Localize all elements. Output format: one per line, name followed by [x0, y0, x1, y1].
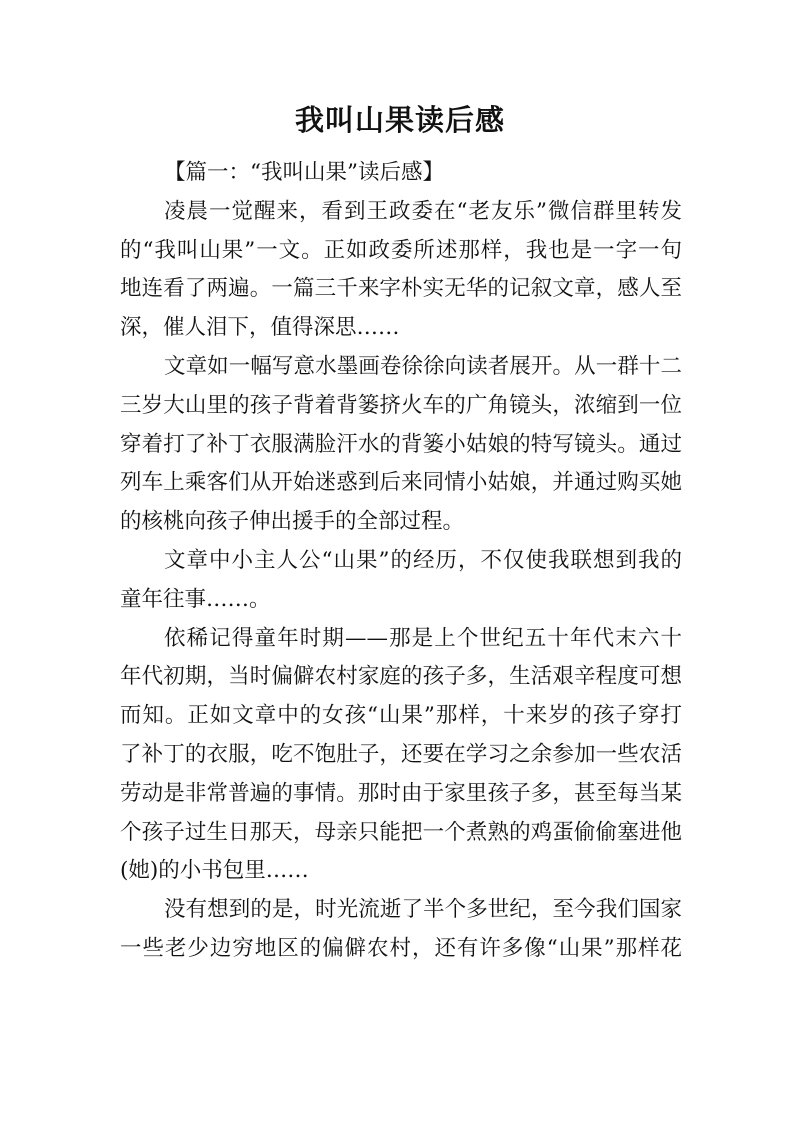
- text-line: 深，催人泪下，值得深思……: [120, 315, 400, 341]
- text-line: 个孩子过生日那天，母亲只能把一个煮熟的鸡蛋偷偷塞进他: [120, 819, 682, 845]
- text-line: 而知。正如文章中的女孩“山果”那样，十来岁的孩子穿打: [120, 703, 682, 729]
- paragraph-3: [120, 542, 682, 620]
- text-line: 的核桃向孩子伸出援手的全部过程。: [120, 509, 465, 535]
- text-line: 文章如一幅写意水墨画卷徐徐向读者展开。从一群十二: [164, 353, 682, 379]
- text-line: (她)的小书包里……: [120, 858, 309, 884]
- text-line: 劳动是非常普遍的事情。那时由于家里孩子多，甚至每当某: [120, 780, 682, 806]
- paragraph-1: [120, 193, 682, 348]
- text-line: 穿着打了补丁衣服满脸汗水的背篓小姑娘的特写镜头。通过: [120, 431, 682, 457]
- text-line: 文章中小主人公“山果”的经历，不仅使我联想到我的: [164, 547, 682, 573]
- text-line: 依稀记得童年时期——那是上个世纪五十年代末六十: [164, 625, 682, 651]
- text-line: 童年往事……。: [120, 586, 271, 612]
- text-line: 列车上乘客们从开始迷惑到后来同情小姑娘，并通过购买她: [120, 470, 682, 496]
- paragraph-2: [120, 348, 682, 542]
- text-line: 年代初期，当时偏僻农村家庭的孩子多，生活艰辛程度可想: [120, 664, 682, 690]
- paragraph-5: [120, 891, 682, 969]
- section-heading: 【篇一：“我叫山果”读后感】: [164, 160, 444, 185]
- paragraph-4: [120, 620, 682, 892]
- text-line: 凌晨一觉醒来，看到王政委在“老友乐”微信群里转发: [164, 198, 682, 224]
- text-line: 的“我叫山果”一文。正如政委所述那样，我也是一字一句: [120, 237, 682, 263]
- document-body: [120, 154, 682, 969]
- document-title: 我叫山果读后感: [294, 103, 505, 137]
- text-line: 一些老少边穷地区的偏僻农村，还有许多像“山果”那样花: [120, 935, 682, 961]
- text-line: 三岁大山里的孩子背着背篓挤火车的广角镜头，浓缩到一位: [120, 392, 682, 418]
- text-line: 没有想到的是，时光流逝了半个多世纪，至今我们国家: [164, 897, 682, 923]
- text-line: 了补丁的衣服，吃不饱肚子，还要在学习之余参加一些农活: [120, 741, 682, 767]
- text-line: 地连看了两遍。一篇三千来字朴实无华的记叙文章，感人至: [120, 276, 682, 302]
